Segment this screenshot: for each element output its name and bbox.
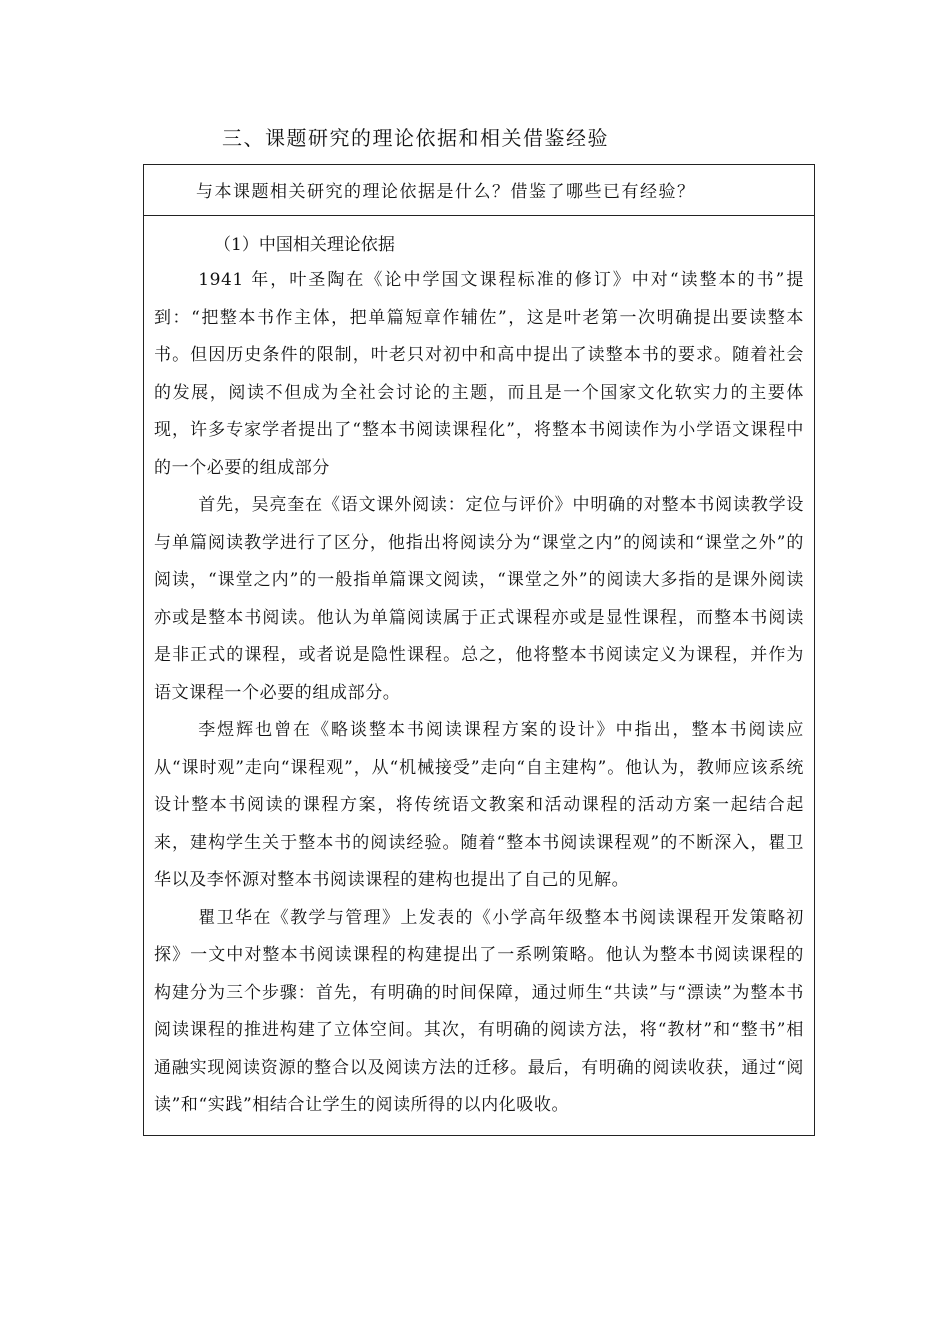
question-row: 与本课题相关研究的理论依据是什么？借鉴了哪些已有经验？ bbox=[144, 165, 814, 216]
paragraph: 首先，吴亮奎在《语文课外阅读：定位与评价》中明确的对整本书阅读教学设与单篇阅读教学进行了区分，他指出将阅读分为“课堂之内”的阅读和“课堂之外”的阅读，“课堂之内”的一般指单篇课文阅读，“课堂之外”的阅读大多指的是课外阅读亦或是整本书阅读。他认为单篇阅读属于正式课程亦或是显性课程，而整本书阅读是非正式的课程，或者说是隐性课程。总之，他将整本书阅读定义为课程，并作为语文课程一个必要的组成部分。 bbox=[154, 495, 804, 703]
subheading: （1）中国相关理论依据 bbox=[214, 235, 395, 255]
paragraph: 李煜辉也曾在《略谈整本书阅读课程方案的设计》中指出，整本书阅读应从“课时观”走向“课程观”，从“机械接受”走向“自主建构”。他认为，教师应该系统设计整本书阅读的课程方案，将传统语文教案和活动课程的活动方案一起结合起来，建构学生关于整本书的阅读经验。随着“整本书阅读课程观”的不断深入，瞿卫华以及李怀源对整本书阅读课程的建构也提出了自己的见解。 bbox=[154, 720, 804, 890]
section-title: 三、课题研究的理论依据和相关借鉴经验 bbox=[222, 126, 609, 150]
answer-cell bbox=[144, 216, 814, 1135]
content-table bbox=[143, 164, 815, 1136]
paragraph: 1941 年，叶圣陶在《论中学国文课程标准的修订》中对“读整本的书”提到：“把整本书作主体，把单篇短章作辅佐”，这是叶老第一次明确提出要读整本书。但因历史条件的限制，叶老只对初中和高中提出了读整本书的要求。随着社会的发展，阅读不但成为全社会讨论的主题，而且是一个国家文化软实力的主要体现，许多专家学者提出了“整本书阅读课程化”，将整本书阅读作为小学语文课程中的一个必要的组成部分 bbox=[154, 270, 804, 478]
paragraph: 瞿卫华在《教学与管理》上发表的《小学高年级整本书阅读课程开发策略初探》一文中对整本书阅读课程的构建提出了一系咧策略。他认为整本书阅读课程的构建分为三个步骤：首先，有明确的时间保障，通过师生“共读”与“漂读”为整本书阅读课程的推进构建了立体空间。其次，有明确的阅读方法，将“教材”和“整书”相通融实现阅读资源的整合以及阅读方法的迁移。最后，有明确的阅读收获，通过“阅读”和“实践”相结合让学生的阅读所得的以内化吸收。 bbox=[154, 907, 804, 1115]
